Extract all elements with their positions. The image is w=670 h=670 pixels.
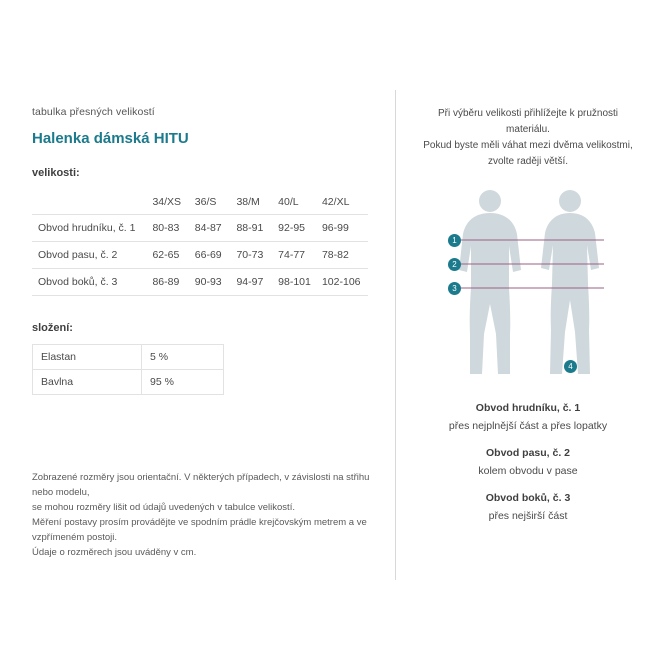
footnote <box>32 470 382 560</box>
row-label-hips: Obvod boků, č. 3 <box>32 269 152 296</box>
table-row <box>33 345 224 370</box>
intro-line-2: Pokud byste měli váhat mezi dvěma velikostmi, <box>423 140 633 151</box>
cell-waist-38m: 70-73 <box>236 242 278 269</box>
table-row <box>33 370 224 395</box>
table-header-row <box>32 189 368 215</box>
intro-line-1: Při výběru velikosti přihlížejte k pružnosti materiálu. <box>437 108 619 135</box>
measure-title-waist: Obvod pasu, č. 2 <box>485 447 571 459</box>
footnote-line-3: Měření postavy prosím provádějte ve spodním prádle krejčovským metrem a ve vzpřímeném postoji. <box>32 517 367 543</box>
table-row <box>32 242 368 269</box>
column-header-blank <box>32 189 152 215</box>
column-header-36s: 36/S <box>195 189 237 215</box>
composition-label: složení: <box>32 322 73 334</box>
table-row <box>32 269 368 296</box>
column-header-40l: 40/L <box>278 189 322 215</box>
page-title: Halenka dámská HITU <box>32 130 189 147</box>
measure-desc-chest: přes nejplnější část a přes lopatky <box>448 420 608 432</box>
badge-2: 2 <box>448 258 461 271</box>
measure-desc-hips: přes nejširší část <box>488 510 568 522</box>
cell-waist-36s: 66-69 <box>195 242 237 269</box>
body-figure <box>418 184 638 384</box>
cell-chest-36s: 84-87 <box>195 215 237 242</box>
row-label-chest: Obvod hrudníku, č. 1 <box>32 215 152 242</box>
column-header-42xl: 42/XL <box>322 189 368 215</box>
table-row <box>32 215 368 242</box>
measure-title-hips: Obvod boků, č. 3 <box>485 492 571 504</box>
composition-value-elastan: 5 % <box>142 345 224 370</box>
cell-chest-34xs: 80-83 <box>152 215 194 242</box>
row-label-waist: Obvod pasu, č. 2 <box>32 242 152 269</box>
composition-name-bavlna: Bavlna <box>33 370 142 395</box>
cell-chest-38m: 88-91 <box>236 215 278 242</box>
footnote-line-4: Údaje o rozměrech jsou uváděny v cm. <box>32 547 197 558</box>
cell-hips-38m: 94-97 <box>236 269 278 296</box>
cell-waist-42xl: 78-82 <box>322 242 368 269</box>
badge-1: 1 <box>448 234 461 247</box>
cell-waist-34xs: 62-65 <box>152 242 194 269</box>
intro-line-3: zvolte raději větší. <box>487 156 569 167</box>
footnote-line-2: se mohou rozměry lišit od údajů uvedených v tabulce velikostí. <box>32 502 295 513</box>
cell-hips-36s: 90-93 <box>195 269 237 296</box>
cell-hips-40l: 98-101 <box>278 269 322 296</box>
cell-hips-34xs: 86-89 <box>152 269 194 296</box>
measure-desc-waist: kolem obvodu v pase <box>478 465 578 477</box>
right-column <box>396 88 656 582</box>
badge-4: 4 <box>564 360 577 373</box>
composition-value-bavlna: 95 % <box>142 370 224 395</box>
column-header-34xs: 34/XS <box>152 189 194 215</box>
cell-chest-40l: 92-95 <box>278 215 322 242</box>
sizes-label: velikosti: <box>32 167 80 179</box>
column-header-38m: 38/M <box>236 189 278 215</box>
size-chart-sheet <box>14 88 656 582</box>
eyebrow-text: tabulka přesných velikostí <box>32 106 155 118</box>
cell-hips-42xl: 102-106 <box>322 269 368 296</box>
footnote-line-1: Zobrazené rozměry jsou orientační. V některých případech, v závislosti na střihu nebo modelu, <box>32 472 370 498</box>
cell-waist-40l: 74-77 <box>278 242 322 269</box>
left-column <box>14 88 395 582</box>
measure-descriptions <box>418 400 638 524</box>
size-table <box>32 189 368 296</box>
cell-chest-42xl: 96-99 <box>322 215 368 242</box>
intro-text <box>418 106 638 170</box>
measure-title-chest: Obvod hrudníku, č. 1 <box>475 402 581 414</box>
badge-3: 3 <box>448 282 461 295</box>
composition-table <box>32 344 224 395</box>
composition-name-elastan: Elastan <box>33 345 142 370</box>
